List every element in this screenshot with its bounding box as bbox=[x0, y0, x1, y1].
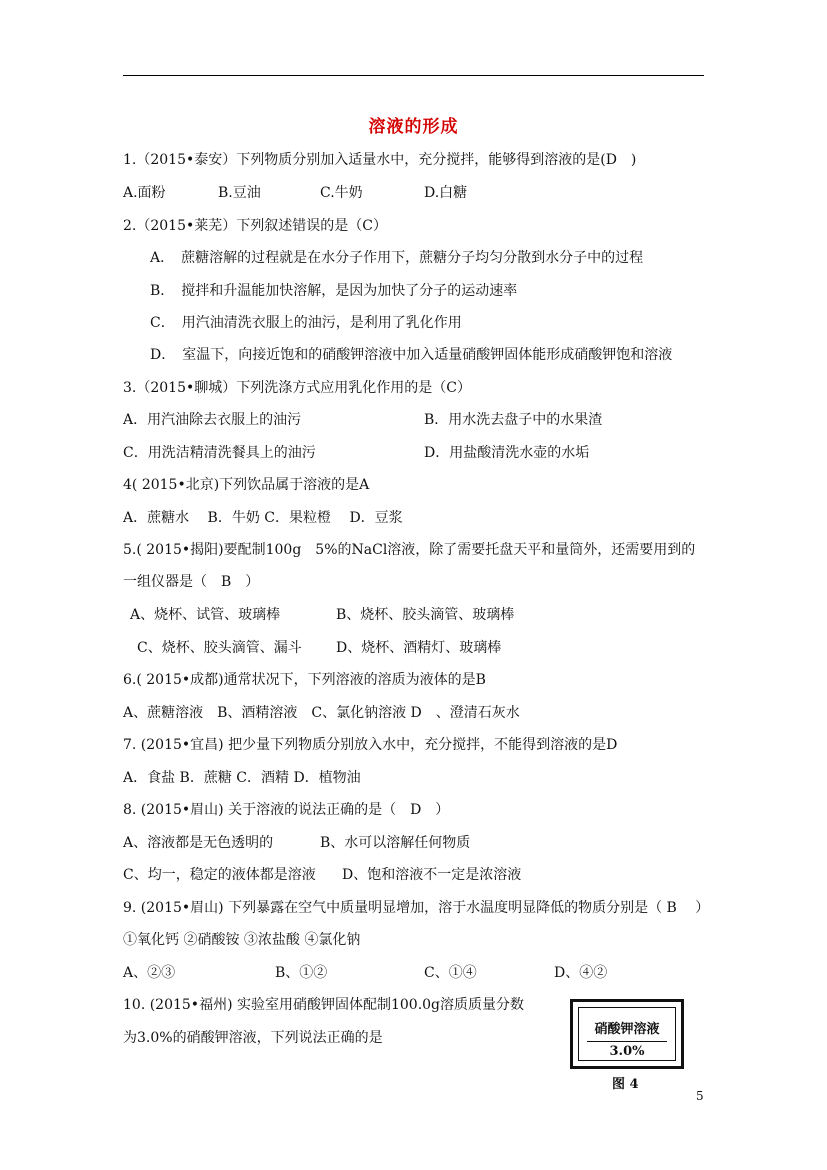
question-stem-continued: ①氧化钙 ②硝酸铵 ③浓盐酸 ④氯化钠 bbox=[123, 932, 361, 948]
option-c: C、①④ bbox=[424, 965, 477, 981]
option-c: C．用洗洁精清洗餐具上的油污 bbox=[123, 445, 316, 461]
question-stem: 4( 2015•北京)下列饮品属于溶液的是A bbox=[123, 477, 370, 493]
option-d: D． 室温下，向接近饱和的硝酸钾溶液中加入适量硝酸钾固体能形成硝酸钾饱和溶液 bbox=[150, 347, 673, 363]
question-stem: 9. (2015•眉山) 下列暴露在空气中质量明显增加，溶于水温度明显降低的物质分别是（ B ） bbox=[123, 900, 710, 916]
option-b: B．用水洗去盘子中的水果渣 bbox=[424, 412, 603, 428]
option-a: A、②③ bbox=[123, 965, 176, 981]
option-d: D、烧杯、酒精灯、玻璃棒 bbox=[336, 640, 502, 656]
header-rule bbox=[123, 75, 704, 76]
reagent-label-name: 硝酸钾溶液 bbox=[594, 1022, 660, 1037]
option-c: C、均一，稳定的液体都是溶液 bbox=[123, 867, 316, 883]
option-d: D、饱和溶液不一定是浓溶液 bbox=[342, 867, 522, 883]
question-stem: 3.（2015•聊城）下列洗涤方式应用乳化作用的是（C） bbox=[123, 380, 471, 396]
reagent-label-inner-border bbox=[578, 1007, 676, 1061]
question-stem: 1.（2015•泰安）下列物质分别加入适量水中，充分搅拌，能够得到溶液的是(D ) bbox=[123, 152, 637, 168]
reagent-label-divider bbox=[587, 1041, 667, 1042]
option-b: B、水可以溶解任何物质 bbox=[320, 835, 471, 851]
option-b: B、①② bbox=[275, 965, 328, 981]
option-a: A、溶液都是无色透明的 bbox=[123, 835, 274, 851]
options-line: A．蔗糖水 B．牛奶 C．果粒橙 D．豆浆 bbox=[123, 510, 403, 526]
option-c: C． 用汽油清洗衣服上的油污，是利用了乳化作用 bbox=[150, 315, 462, 331]
options-line: A．食盐 B．蔗糖 C．酒精 D．植物油 bbox=[123, 770, 361, 786]
question-stem: 2.（2015•莱芜）下列叙述错误的是（C） bbox=[123, 218, 387, 234]
question-stem: 10. (2015•福州) 实验室用硝酸钾固体配制100.0g溶质质量分数 bbox=[123, 997, 525, 1013]
page-number: 5 bbox=[696, 1089, 704, 1103]
options-line: A、蔗糖溶液 B、酒精溶液 C、氯化钠溶液 D 、澄清石灰水 bbox=[123, 705, 520, 721]
question-stem-continued: 一组仪器是（ B ） bbox=[123, 574, 260, 590]
question-stem: 5.( 2015•揭阳)要配制100g 5%的NaCl溶液，除了需要托盘天平和量筒外，还需要用到的 bbox=[123, 542, 696, 558]
option-d: D.白糖 bbox=[424, 185, 468, 201]
question-stem: 6.( 2015•成都)通常状况下，下列溶液的溶质为液体的是B bbox=[123, 672, 486, 688]
option-c: C.牛奶 bbox=[320, 185, 363, 201]
option-a: A、烧杯、试管、玻璃棒 bbox=[130, 607, 281, 623]
option-d: D．用盐酸清洗水壶的水垢 bbox=[424, 445, 590, 461]
option-a: A.面粉 bbox=[123, 185, 166, 201]
figure-caption: 图 4 bbox=[612, 1077, 639, 1092]
question-stem-continued: 为3.0%的硝酸钾溶液，下列说法正确的是 bbox=[123, 1030, 383, 1046]
option-a: A． 蔗糖溶解的过程就是在水分子作用下，蔗糖分子均匀分散到水分子中的过程 bbox=[150, 250, 644, 266]
option-a: A．用汽油除去衣服上的油污 bbox=[123, 412, 302, 428]
option-c: C、烧杯、胶头滴管、漏斗 bbox=[137, 640, 302, 656]
option-d: D、④② bbox=[554, 965, 608, 981]
reagent-label-value: 3.0% bbox=[609, 1044, 645, 1059]
option-b: B.豆油 bbox=[218, 185, 261, 201]
reagent-label-figure bbox=[570, 999, 684, 1069]
option-b: B． 搅拌和升温能加快溶解，是因为加快了分子的运动速率 bbox=[150, 283, 518, 299]
question-stem: 8. (2015•眉山) 关于溶液的说法正确的是（ D ） bbox=[123, 802, 450, 818]
question-stem: 7. (2015•宜昌) 把少量下列物质分别放入水中，充分搅拌，不能得到溶液的是D bbox=[123, 737, 618, 753]
option-b: B、烧杯、胶头滴管、玻璃棒 bbox=[336, 607, 515, 623]
page-title: 溶液的形成 bbox=[368, 117, 459, 137]
